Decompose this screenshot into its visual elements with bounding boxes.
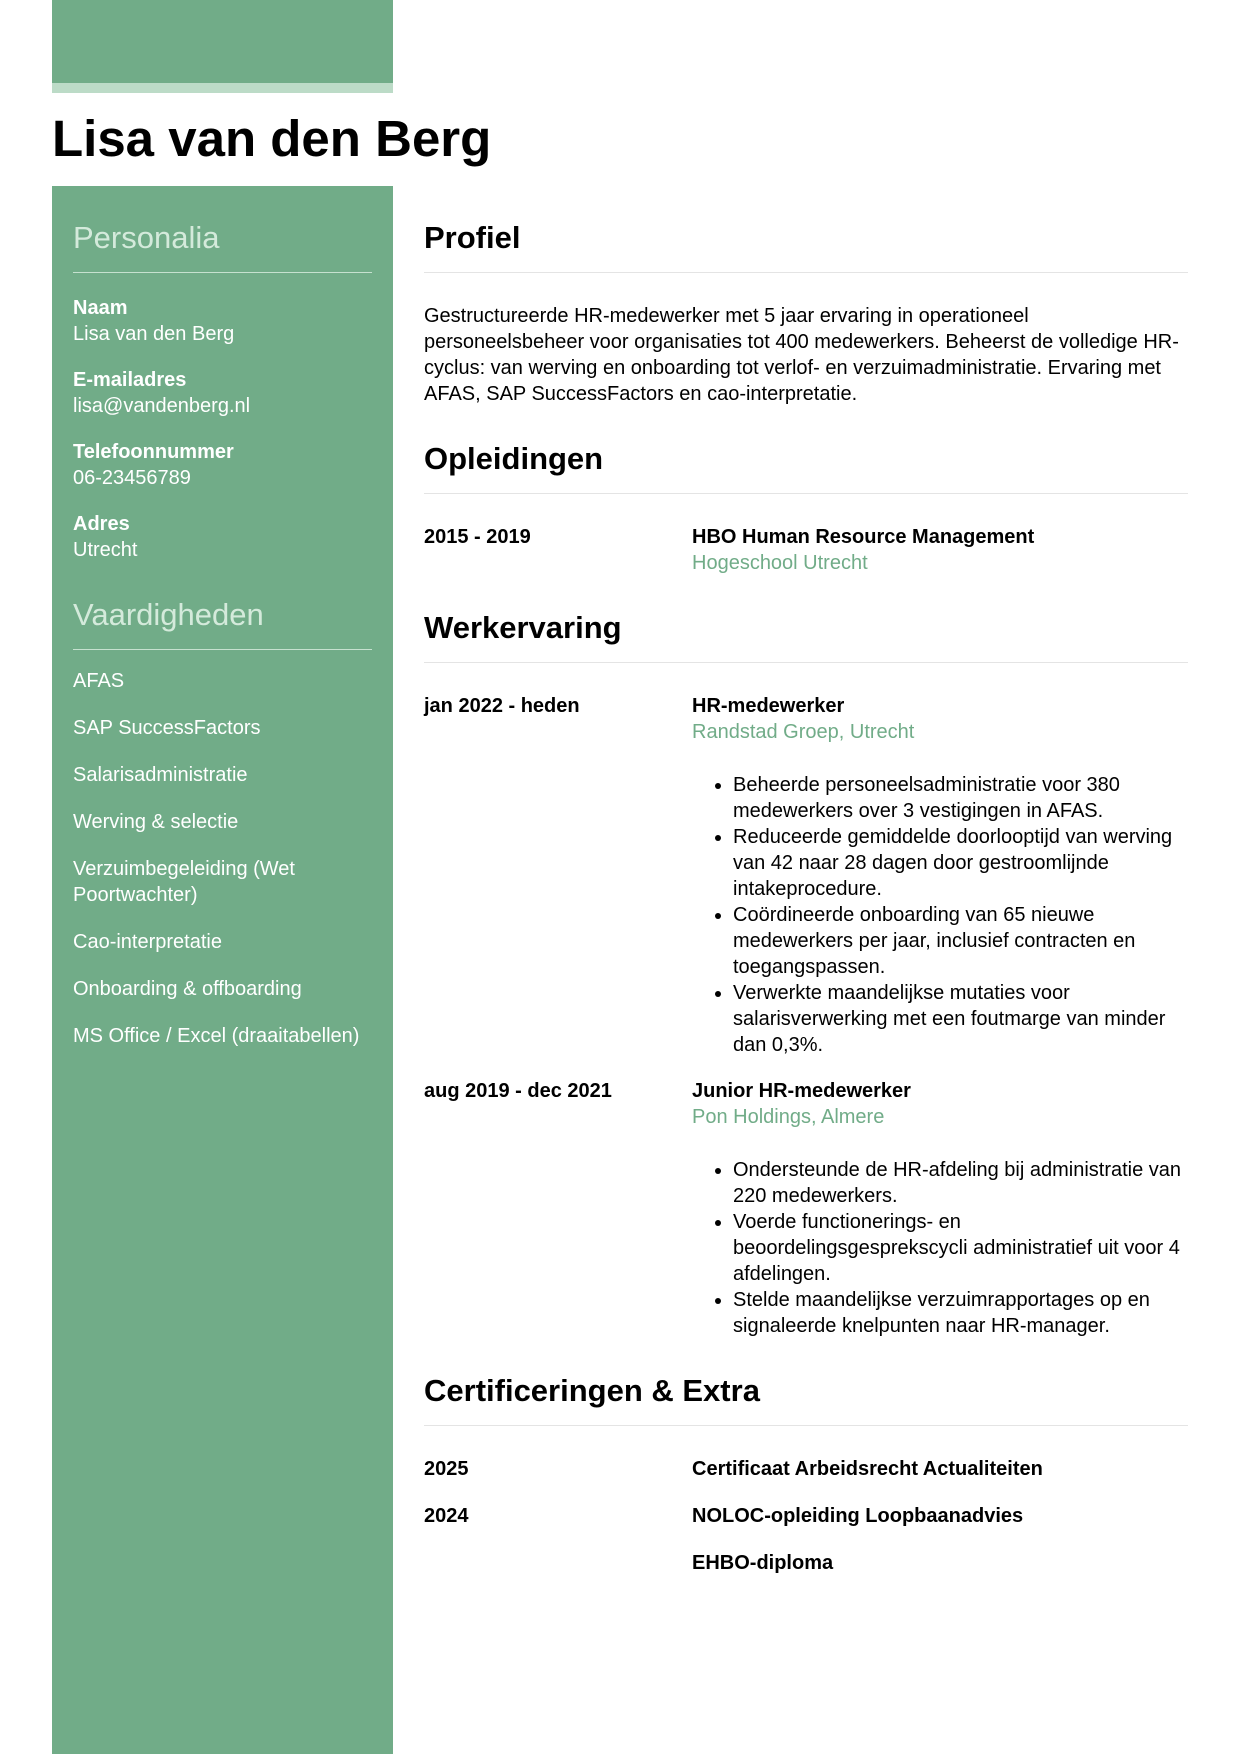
entry-organization: Randstad Groep, Utrecht xyxy=(692,721,915,743)
personal-details xyxy=(73,295,372,563)
achievement-item: • Voerde functionerings- en beoordelingsgesprekscycli administratief uit voor 4 afdelingen. xyxy=(733,1209,1188,1287)
section-divider xyxy=(424,1425,1188,1426)
personal-item-phone xyxy=(73,439,372,491)
certification-entry xyxy=(424,1503,1188,1529)
achievement-item: • Coördineerde onboarding van 65 nieuwe medewerkers per jaar, inclusief contracten en toegangspassen. xyxy=(733,902,1188,980)
personal-label: Naam xyxy=(73,297,128,319)
skills-section-title: Vaardigheden xyxy=(73,597,264,632)
achievement-item: • Reduceerde gemiddelde doorlooptijd van werving van 42 naar 28 dagen door gestroomlijnde intakeprocedure. xyxy=(733,824,1188,902)
personal-divider xyxy=(73,272,372,273)
entry-title: Junior HR-medewerker xyxy=(692,1080,911,1102)
profile-section xyxy=(424,186,1188,407)
skill-item: Werving & selectie xyxy=(73,811,239,833)
header-color-block xyxy=(52,0,393,83)
personal-item-address xyxy=(73,511,372,563)
entry-date: 2025 xyxy=(424,1458,469,1480)
skills-divider xyxy=(73,649,372,650)
personal-value: Lisa van den Berg xyxy=(73,323,235,345)
main-content xyxy=(424,186,1188,1576)
personal-item-email xyxy=(73,367,372,419)
section-divider xyxy=(424,662,1188,663)
experience-title: Werkervaring xyxy=(424,610,622,645)
entry-title: HR-medewerker xyxy=(692,695,845,717)
entry-title: EHBO-diploma xyxy=(692,1552,834,1574)
section-divider xyxy=(424,493,1188,494)
achievement-item: • Beheerde personeelsadministratie voor 380 medewerkers over 3 vestigingen in AFAS. xyxy=(733,772,1188,824)
header-color-strip xyxy=(52,83,393,93)
certification-entry xyxy=(424,1550,1188,1576)
skill-item: MS Office / Excel (draaitabellen) xyxy=(73,1025,360,1047)
entry-date: aug 2019 - dec 2021 xyxy=(424,1080,612,1102)
experience-entry xyxy=(424,1078,1188,1339)
education-section xyxy=(424,407,1188,576)
skill-item: Verzuimbegeleiding (Wet Poortwachter) xyxy=(73,858,295,906)
skill-item: Salarisadministratie xyxy=(73,764,248,786)
experience-section xyxy=(424,576,1188,1339)
achievement-item: • Stelde maandelijkse verzuimrapportages op en signaleerde knelpunten naar HR-manager. xyxy=(733,1287,1188,1339)
entry-date: 2024 xyxy=(424,1505,469,1527)
achievement-list xyxy=(692,1157,1188,1339)
entry-title: NOLOC-opleiding Loopbaanadvies xyxy=(692,1505,1024,1527)
certification-entry xyxy=(424,1456,1188,1482)
achievement-item: • Verwerkte maandelijkse mutaties voor salarisverwerking met een foutmarge van minder dan 0,3%. xyxy=(733,980,1188,1058)
personal-section-title: Personalia xyxy=(73,220,220,255)
skill-item: SAP SuccessFactors xyxy=(73,717,261,739)
skill-item: Onboarding & offboarding xyxy=(73,978,302,1000)
personal-label: Telefoonnummer xyxy=(73,441,234,463)
education-title: Opleidingen xyxy=(424,441,604,476)
skill-item: Cao-interpretatie xyxy=(73,931,222,953)
entry-body xyxy=(692,524,1188,576)
sidebar xyxy=(52,186,393,1754)
personal-value: Utrecht xyxy=(73,539,138,561)
entry-title: HBO Human Resource Management xyxy=(692,526,1035,548)
entry-body xyxy=(692,693,1188,1058)
skill-item: AFAS xyxy=(73,670,125,692)
section-divider xyxy=(424,272,1188,273)
personal-label: Adres xyxy=(73,513,130,535)
candidate-name: Lisa van den Berg xyxy=(52,110,492,167)
entry-date xyxy=(424,1550,692,1576)
experience-entry xyxy=(424,693,1188,1058)
certifications-title: Certificeringen & Extra xyxy=(424,1373,760,1408)
personal-item-name xyxy=(73,295,372,347)
personal-value: 06-23456789 xyxy=(73,467,191,489)
entry-title: Certificaat Arbeidsrecht Actualiteiten xyxy=(692,1458,1043,1480)
personal-value: lisa@vandenberg.nl xyxy=(73,395,251,417)
entry-date: jan 2022 - heden xyxy=(424,695,580,717)
entry-organization: Hogeschool Utrecht xyxy=(692,552,868,574)
achievement-list xyxy=(692,772,1188,1058)
certifications-section xyxy=(424,1339,1188,1576)
personal-label: E-mailadres xyxy=(73,369,187,391)
skills-list xyxy=(73,668,372,1049)
entry-body xyxy=(692,1078,1188,1339)
profile-text: Gestructureerde HR-medewerker met 5 jaar ervaring in operationeel personeelsbeheer voor organisaties tot 400 medewerkers. Beheerst de volledige HR-cyclus: van werving en onboarding tot verlof- en verzuimadministratie. Ervaring met AFAS, SAP SuccessFactors en cao-interpretatie. xyxy=(424,305,1179,405)
education-entry xyxy=(424,524,1188,576)
profile-title: Profiel xyxy=(424,220,521,255)
entry-date: 2015 - 2019 xyxy=(424,526,531,548)
achievement-item: • Ondersteunde de HR-afdeling bij administratie van 220 medewerkers. xyxy=(733,1157,1188,1209)
entry-organization: Pon Holdings, Almere xyxy=(692,1106,885,1128)
